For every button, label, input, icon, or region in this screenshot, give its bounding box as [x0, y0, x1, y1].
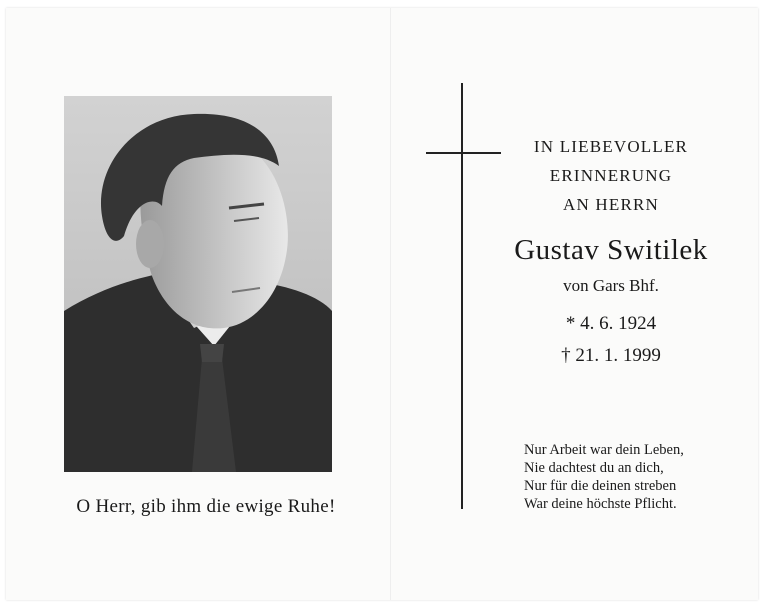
poem-line: War deine höchste Pflicht.	[524, 496, 677, 512]
memorial-heading	[486, 132, 736, 219]
poem-line: Nur Arbeit war dein Leben,	[524, 442, 684, 458]
memorial-poem	[524, 441, 744, 513]
poem-line: Nur für die deinen streben	[524, 478, 677, 494]
deceased-origin: von Gars Bhf.	[563, 276, 659, 295]
death-date: † 21. 1. 1999	[561, 345, 661, 366]
memorial-card	[6, 8, 758, 600]
life-dates	[486, 308, 736, 372]
deceased-name: Gustav Switilek	[514, 234, 708, 266]
portrait-photo	[64, 96, 332, 472]
poem-line: Nie dachtest du an dich,	[524, 460, 664, 476]
heading-line-3: AN HERRN	[562, 195, 660, 214]
card-fold-line	[390, 8, 391, 600]
cross-icon	[461, 83, 463, 509]
heading-line-1: IN LIEBEVOLLER	[533, 137, 689, 156]
prayer-caption: O Herr, gib ihm die ewige Ruhe!	[76, 496, 336, 517]
heading-line-2: ERINNERUNG	[549, 166, 673, 185]
birth-date: * 4. 6. 1924	[565, 313, 657, 334]
